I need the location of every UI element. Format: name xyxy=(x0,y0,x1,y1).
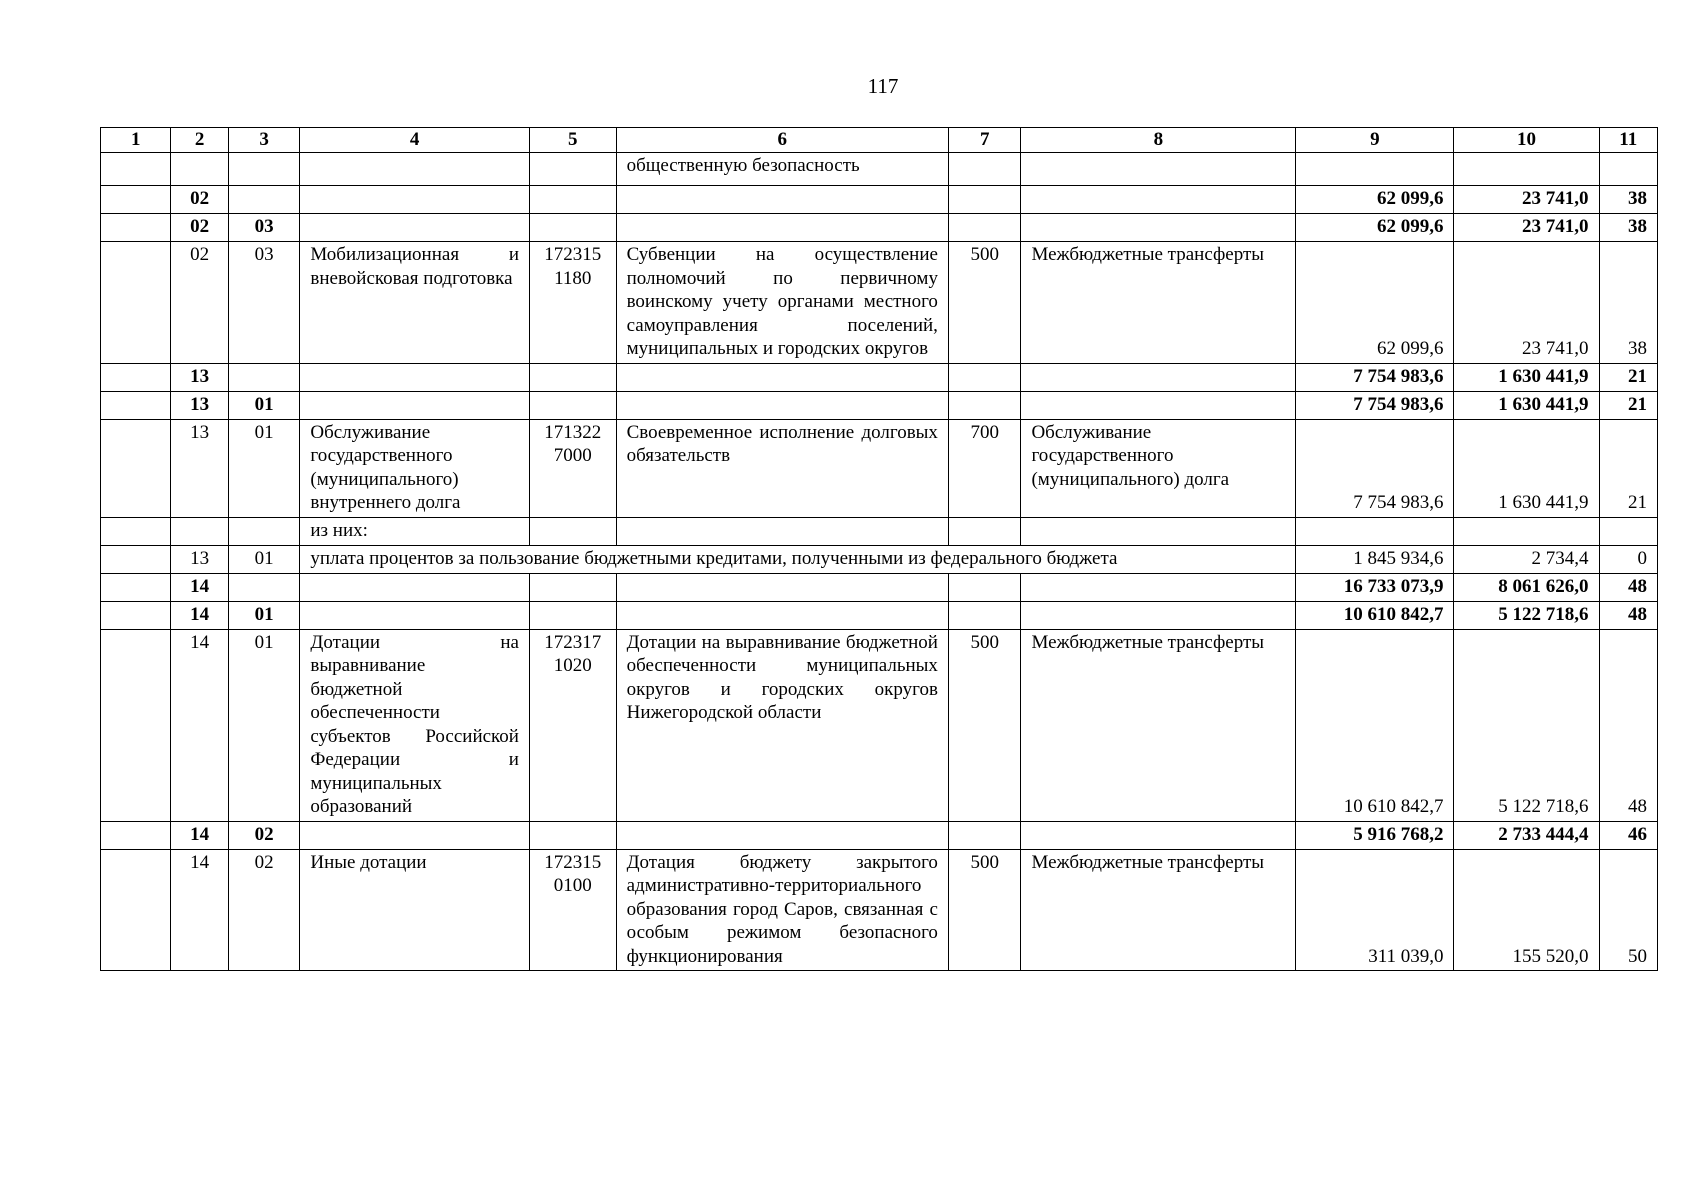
table-cell xyxy=(1021,821,1296,849)
column-header: 6 xyxy=(616,128,948,153)
table-row xyxy=(101,391,1658,419)
table-cell: 21 xyxy=(1599,419,1658,517)
table-cell xyxy=(171,517,228,545)
table-cell: 03 xyxy=(228,242,300,364)
table-cell: 62 099,6 xyxy=(1296,242,1454,364)
table-cell: 7 754 983,6 xyxy=(1296,363,1454,391)
table-cell xyxy=(948,391,1021,419)
table-cell: 62 099,6 xyxy=(1296,186,1454,214)
table-cell: 23 741,0 xyxy=(1454,214,1599,242)
table-row xyxy=(101,629,1658,821)
table-cell: уплата процентов за пользование бюджетными кредитами, полученными из федерального бюджета xyxy=(300,545,1296,573)
table-cell xyxy=(101,391,171,419)
table-cell: 62 099,6 xyxy=(1296,214,1454,242)
table-cell xyxy=(616,517,948,545)
table-cell: 1 630 441,9 xyxy=(1454,363,1599,391)
table-cell xyxy=(1021,391,1296,419)
table-row xyxy=(101,153,1658,186)
header-row xyxy=(101,128,1658,153)
table-cell xyxy=(1021,186,1296,214)
table-cell: 01 xyxy=(228,601,300,629)
table-cell: 46 xyxy=(1599,821,1658,849)
table-cell xyxy=(101,517,171,545)
table-cell xyxy=(1296,153,1454,186)
table-cell: 23 741,0 xyxy=(1454,186,1599,214)
column-header: 7 xyxy=(948,128,1021,153)
table-cell xyxy=(948,821,1021,849)
table-cell xyxy=(101,186,171,214)
table-cell: 16 733 073,9 xyxy=(1296,573,1454,601)
table-cell xyxy=(1454,153,1599,186)
table-cell xyxy=(529,153,616,186)
table-cell xyxy=(1021,363,1296,391)
table-cell: 0 xyxy=(1599,545,1658,573)
table-cell: общественную безопасность xyxy=(616,153,948,186)
table-cell: 2 734,4 xyxy=(1454,545,1599,573)
table-row xyxy=(101,573,1658,601)
table-cell xyxy=(101,629,171,821)
table-cell xyxy=(1021,601,1296,629)
table-cell: 14 xyxy=(171,573,228,601)
table-row xyxy=(101,545,1658,573)
table-cell: 02 xyxy=(228,821,300,849)
table-cell: 1 630 441,9 xyxy=(1454,419,1599,517)
table-row xyxy=(101,363,1658,391)
table-cell xyxy=(300,601,530,629)
column-header: 9 xyxy=(1296,128,1454,153)
table-cell: 02 xyxy=(228,849,300,971)
table-cell xyxy=(616,363,948,391)
table-cell xyxy=(101,153,171,186)
table-cell xyxy=(529,601,616,629)
table-cell xyxy=(529,517,616,545)
table-cell xyxy=(529,391,616,419)
table-cell xyxy=(228,517,300,545)
table-cell xyxy=(529,821,616,849)
table-cell: 14 xyxy=(171,601,228,629)
table-cell xyxy=(948,573,1021,601)
table-cell xyxy=(1021,573,1296,601)
table-cell xyxy=(948,186,1021,214)
table-cell: 02 xyxy=(171,242,228,364)
table-cell: 38 xyxy=(1599,214,1658,242)
table-cell xyxy=(300,214,530,242)
table-cell: 01 xyxy=(228,419,300,517)
table-cell xyxy=(101,242,171,364)
table-cell xyxy=(101,419,171,517)
table-row xyxy=(101,601,1658,629)
table-cell xyxy=(616,186,948,214)
table-cell: 03 xyxy=(228,214,300,242)
table-cell: 5 122 718,6 xyxy=(1454,601,1599,629)
table-cell xyxy=(171,153,228,186)
column-header: 4 xyxy=(300,128,530,153)
table-cell xyxy=(948,601,1021,629)
table-cell: 1 845 934,6 xyxy=(1296,545,1454,573)
table-cell: 50 xyxy=(1599,849,1658,971)
table-cell: Дотация бюджету закрытого административно-территориального образования город Саров, связанная с особым режимом безопасного функционирования xyxy=(616,849,948,971)
table-cell: 7 754 983,6 xyxy=(1296,391,1454,419)
table-cell xyxy=(228,186,300,214)
column-header: 3 xyxy=(228,128,300,153)
table-cell xyxy=(300,391,530,419)
table-row xyxy=(101,517,1658,545)
table-cell xyxy=(616,601,948,629)
table-cell: 21 xyxy=(1599,391,1658,419)
table-cell xyxy=(300,363,530,391)
table-cell: 700 xyxy=(948,419,1021,517)
table-cell: 10 610 842,7 xyxy=(1296,629,1454,821)
table-cell: Субвенции на осуществление полномочий по первичному воинскому учету органами местного самоуправления поселений, муниципальных и городских округов xyxy=(616,242,948,364)
table-cell: 14 xyxy=(171,821,228,849)
column-header: 5 xyxy=(529,128,616,153)
table-cell: 13 xyxy=(171,545,228,573)
table-cell: Межбюджетные трансферты xyxy=(1021,629,1296,821)
table-cell xyxy=(1454,517,1599,545)
table-cell: Межбюджетные трансферты xyxy=(1021,242,1296,364)
table-cell: 14 xyxy=(171,849,228,971)
table-cell: 48 xyxy=(1599,629,1658,821)
table-row xyxy=(101,186,1658,214)
table-cell: 7 754 983,6 xyxy=(1296,419,1454,517)
table-cell: 13 xyxy=(171,391,228,419)
table-cell: 02 xyxy=(171,214,228,242)
table-cell xyxy=(1296,517,1454,545)
table-cell xyxy=(300,821,530,849)
table-cell: 21 xyxy=(1599,363,1658,391)
table-cell: 14 xyxy=(171,629,228,821)
column-header: 2 xyxy=(171,128,228,153)
table-cell: 01 xyxy=(228,629,300,821)
table-cell: 2 733 444,4 xyxy=(1454,821,1599,849)
table-cell xyxy=(300,573,530,601)
table-cell: 172315 0100 xyxy=(529,849,616,971)
table-cell: 38 xyxy=(1599,242,1658,364)
table-cell: Обслуживание государственного (муниципального) долга xyxy=(1021,419,1296,517)
table-cell: 13 xyxy=(171,363,228,391)
table-cell xyxy=(948,363,1021,391)
table-cell: Иные дотации xyxy=(300,849,530,971)
table-cell xyxy=(228,153,300,186)
table-cell xyxy=(948,214,1021,242)
table-cell: 500 xyxy=(948,629,1021,821)
table-cell xyxy=(101,849,171,971)
table-cell xyxy=(300,153,530,186)
table-cell: 38 xyxy=(1599,186,1658,214)
table-cell xyxy=(101,573,171,601)
table-cell: 10 610 842,7 xyxy=(1296,601,1454,629)
table-cell xyxy=(101,363,171,391)
table-cell: 500 xyxy=(948,242,1021,364)
table-row xyxy=(101,419,1658,517)
table-cell: 5 916 768,2 xyxy=(1296,821,1454,849)
table-cell: из них: xyxy=(300,517,530,545)
table-cell: 01 xyxy=(228,545,300,573)
table-cell xyxy=(101,601,171,629)
table-cell: 171322 7000 xyxy=(529,419,616,517)
table-cell: Дотации на выравнивание бюджетной обеспеченности муниципальных округов и городских округов Нижегородской области xyxy=(616,629,948,821)
table-cell: Дотации на выравнивание бюджетной обеспеченности субъектов Российской Федерации и муниципальных образований xyxy=(300,629,530,821)
table-cell: 02 xyxy=(171,186,228,214)
table-cell: 13 xyxy=(171,419,228,517)
table-cell: 48 xyxy=(1599,573,1658,601)
table-cell xyxy=(228,573,300,601)
table-cell: 155 520,0 xyxy=(1454,849,1599,971)
budget-table xyxy=(100,127,1658,971)
table-cell xyxy=(529,186,616,214)
column-header: 10 xyxy=(1454,128,1599,153)
table-row xyxy=(101,242,1658,364)
table-cell xyxy=(616,214,948,242)
table-cell xyxy=(1021,517,1296,545)
table-cell: Мобилизационная и вневойсковая подготовка xyxy=(300,242,530,364)
table-cell: 172317 1020 xyxy=(529,629,616,821)
table-row xyxy=(101,849,1658,971)
table-row xyxy=(101,214,1658,242)
table-cell xyxy=(948,517,1021,545)
table-cell xyxy=(529,573,616,601)
table-cell: 311 039,0 xyxy=(1296,849,1454,971)
table-cell xyxy=(1021,153,1296,186)
table-cell xyxy=(948,153,1021,186)
table-cell: 500 xyxy=(948,849,1021,971)
table-cell: 23 741,0 xyxy=(1454,242,1599,364)
table-cell: Межбюджетные трансферты xyxy=(1021,849,1296,971)
table-cell xyxy=(529,214,616,242)
column-header: 1 xyxy=(101,128,171,153)
table-cell xyxy=(300,186,530,214)
table-cell xyxy=(616,391,948,419)
table-cell: 172315 1180 xyxy=(529,242,616,364)
column-header: 11 xyxy=(1599,128,1658,153)
table-cell: 01 xyxy=(228,391,300,419)
table-cell xyxy=(228,363,300,391)
table-cell xyxy=(1599,517,1658,545)
table-cell xyxy=(616,573,948,601)
table-row xyxy=(101,821,1658,849)
table-cell: 48 xyxy=(1599,601,1658,629)
table-cell xyxy=(616,821,948,849)
table-cell: 1 630 441,9 xyxy=(1454,391,1599,419)
table-cell xyxy=(1021,214,1296,242)
table-cell xyxy=(101,214,171,242)
table-cell: 8 061 626,0 xyxy=(1454,573,1599,601)
table-cell xyxy=(101,545,171,573)
table-cell: Своевременное исполнение долговых обязательств xyxy=(616,419,948,517)
table-cell: Обслуживание государственного (муниципального) внутреннего долга xyxy=(300,419,530,517)
table-cell xyxy=(1599,153,1658,186)
table-cell xyxy=(101,821,171,849)
table-cell: 5 122 718,6 xyxy=(1454,629,1599,821)
column-header: 8 xyxy=(1021,128,1296,153)
page-number: 117 xyxy=(867,74,899,98)
table-cell xyxy=(529,363,616,391)
